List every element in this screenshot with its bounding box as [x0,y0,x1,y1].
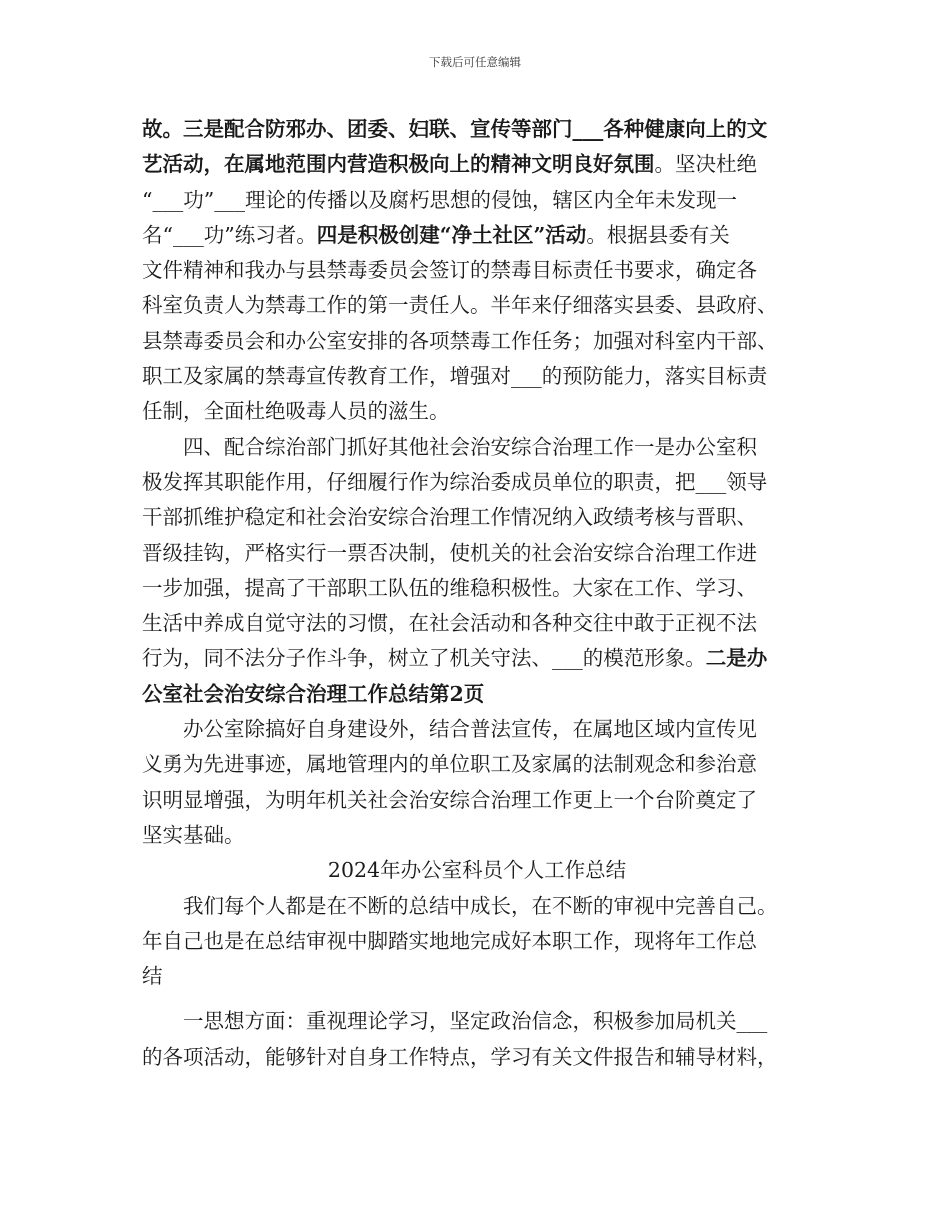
text-line: 故。三是配合防邪办、团委、妇联、宣传等部门___各种健康向上的文 [142,117,768,141]
bold-text: 二是办 [705,646,768,671]
text-line: 任制，全面杜绝吸毒人员的滋生。 [142,399,450,424]
text-line: 极发挥其职能作用，仔细履行作为综治委成员单位的职责，把___领导 [142,469,768,494]
paragraph-conclusion [142,712,812,853]
text-line: 文件精神和我办与县禁毒委员会签订的禁毒目标责任书要求，确定各 [142,258,757,283]
text-line: 干部抓维护稳定和社会治安综合治理工作情况纳入政绩考核与晋职、 [142,505,757,530]
text-line: 科室负责人为禁毒工作的第一责任人。半年来仔细落实县委、县政府、 [142,293,778,318]
text-line: 年自己也是在总结审视中脚踏实地地完成好本职工作，现将年工作总 [142,928,757,953]
text-line: 义勇为先进事迹，属地管理内的单位职工及家属的法制观念和参治意 [142,752,757,777]
paragraph-section-four [142,430,812,712]
paragraph-intro [142,889,812,995]
text-line: 办公室除搞好自身建设外，结合普法宣传，在属地区域内宣传见 [183,717,757,742]
text-line [142,218,812,253]
text-line [142,641,812,676]
text-line: 晋级挂钩，严格实行一票否决制，使机关的社会治安综合治理工作进 [142,540,757,565]
text-line: 职工及家属的禁毒宣传教育工作，增强对___的预防能力，落实目标责 [142,364,768,389]
text-line: 的各项活动，能够针对自身工作特点，学习有关文件报告和辅导材料， [142,1044,778,1069]
text-line: 结 [142,964,163,989]
section-title: 2024年办公室科员个人工作总结 [327,858,627,883]
bold-text: 艺活动，在属地范围内营造积极向上的精神文明良好氛围 [142,152,655,177]
text-line: 识明显增强，为明年机关社会治安综合治理工作更上一个台阶奠定了 [142,787,757,812]
text-line: 生活中养成自觉守法的习惯，在社会活动和各种交往中敢于正视不法 [142,611,757,636]
document-body [142,112,812,1075]
text-line: 县禁毒委员会和办公室安排的各项禁毒工作任务；加强对科室内干部、 [142,328,778,353]
paragraph-gap [142,994,812,1004]
text-span: 。根据县委有关 [586,222,730,247]
text-line: “___功”___理论的传播以及腐朽思想的侵蚀，辖区内全年未发现一 [142,187,737,212]
paragraph-thought [142,1004,812,1075]
text-line [142,147,812,182]
bold-text: 四是积极创建“净土社区”活动 [316,222,587,247]
text-line: 公室社会治安综合治理工作总结第2页 [142,681,485,706]
text-line: 四、配合综治部门抓好其他社会治安综合治理工作一是办公室积 [183,434,757,459]
text-span: 名“___功”练习者。 [142,222,317,247]
page-header: 下载后可任意编辑 [429,55,521,69]
text-span: 行为，同不法分子作斗争，树立了机关守法、___的模范形象。 [142,646,706,671]
text-line: 我们每个人都是在不断的总结中成长，在不断的审视中完善自己。 [183,893,778,918]
text-span: 。坚决杜绝 [654,152,757,177]
text-line: 一步加强，提高了干部职工队伍的维稳积极性。大家在工作、学习、 [142,575,757,600]
text-line: 一思想方面：重视理论学习，坚定政治信念，积极参加局机关___ [183,1009,768,1034]
text-line: 坚实基础。 [142,822,245,847]
paragraph-anti-cult [142,112,812,430]
